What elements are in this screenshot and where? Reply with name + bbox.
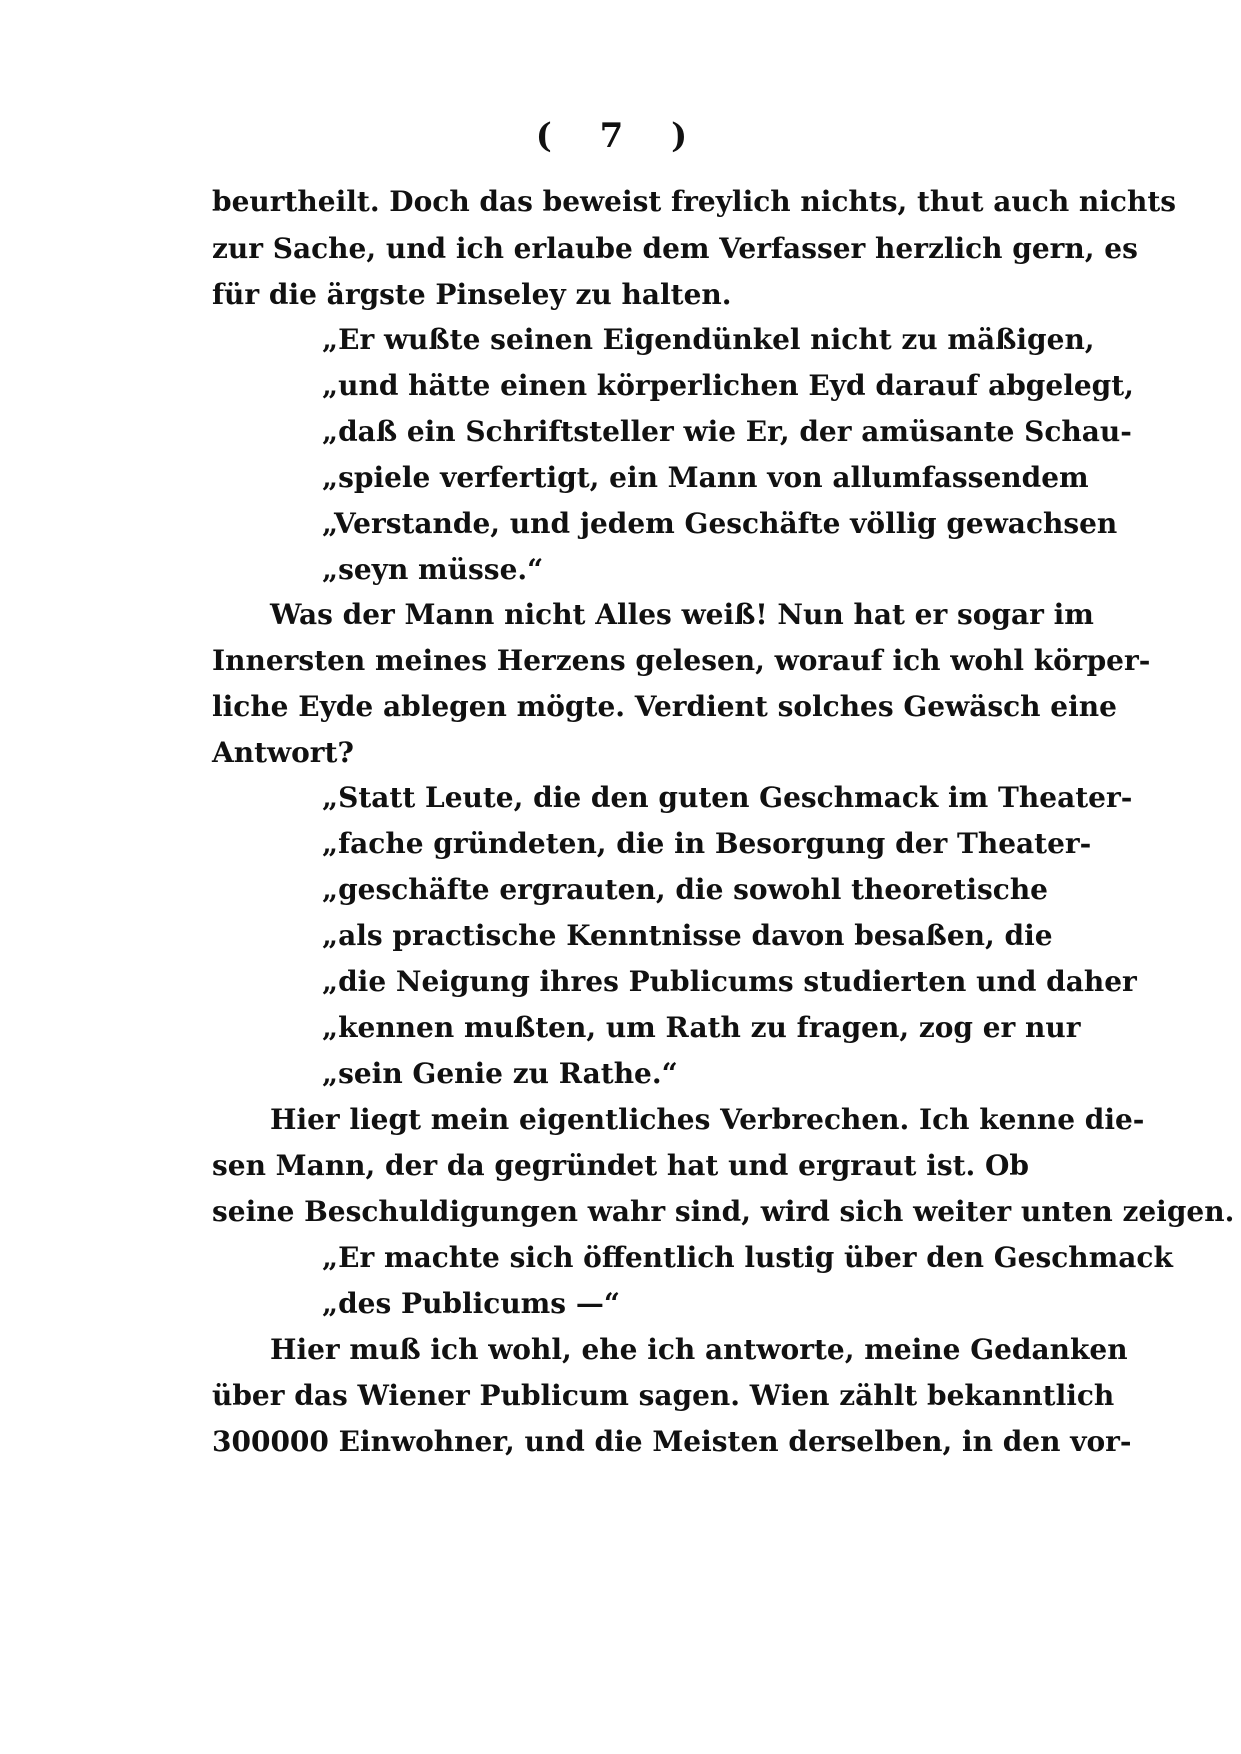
- quote-line: „geschäfte ergrauten, die sowohl theoretische: [322, 873, 1048, 906]
- text-line: Hier muß ich wohl, ehe ich antworte, meine Gedanken: [270, 1333, 1128, 1366]
- quote-line: „des Publicums —“: [322, 1287, 620, 1320]
- text-line: sen Mann, der da gegründet hat und ergraut ist. Ob: [212, 1149, 1030, 1182]
- quote-line: „sein Genie zu Rathe.“: [322, 1057, 678, 1090]
- text-line: über das Wiener Publicum sagen. Wien zählt bekanntlich: [212, 1379, 1115, 1412]
- page-number: ( 7 ): [535, 116, 706, 156]
- text-line: für die ärgste Pinseley zu halten.: [212, 278, 732, 311]
- quote-line: „daß ein Schriftsteller wie Er, der amüsante Schau-: [322, 415, 1132, 448]
- text-line: Innersten meines Herzens gelesen, worauf ich wohl körper-: [212, 644, 1151, 677]
- text-line: liche Eyde ablegen mögte. Verdient solches Gewäsch eine: [212, 690, 1117, 723]
- quote-line: „Er wußte seinen Eigendünkel nicht zu mäßigen,: [322, 323, 1095, 356]
- text-line: beurtheilt. Doch das beweist freylich nichts, thut auch nichts: [212, 185, 1177, 218]
- quote-line: „fache gründeten, die in Besorgung der Theater-: [322, 827, 1092, 860]
- quote-line: „als practische Kenntnisse davon besaßen, die: [322, 919, 1053, 952]
- text-line: Antwort?: [212, 736, 354, 769]
- quote-line: „Statt Leute, die den guten Geschmack im Theater-: [322, 781, 1133, 814]
- text-line: Hier liegt mein eigentliches Verbrechen. Ich kenne die-: [270, 1103, 1145, 1136]
- text-line: seine Beschuldigungen wahr sind, wird sich weiter unten zeigen.: [212, 1195, 1235, 1228]
- quote-line: „kennen mußten, um Rath zu fragen, zog er nur: [322, 1011, 1081, 1044]
- text-line: Was der Mann nicht Alles weiß! Nun hat er sogar im: [270, 598, 1094, 631]
- quote-line: „Verstande, und jedem Geschäfte völlig gewachsen: [322, 507, 1118, 540]
- text-line: zur Sache, und ich erlaube dem Verfasser herzlich gern, es: [212, 232, 1138, 265]
- quote-line: „Er machte sich öffentlich lustig über den Geschmack: [322, 1241, 1173, 1274]
- text-line: 300000 Einwohner, und die Meisten derselben, in den vor-: [212, 1425, 1132, 1458]
- quote-line: „und hätte einen körperlichen Eyd darauf abgelegt,: [322, 369, 1134, 402]
- quote-line: „seyn müsse.“: [322, 553, 544, 586]
- quote-line: „spiele verfertigt, ein Mann von allumfassendem: [322, 461, 1089, 494]
- quote-line: „die Neigung ihres Publicums studierten und daher: [322, 965, 1137, 998]
